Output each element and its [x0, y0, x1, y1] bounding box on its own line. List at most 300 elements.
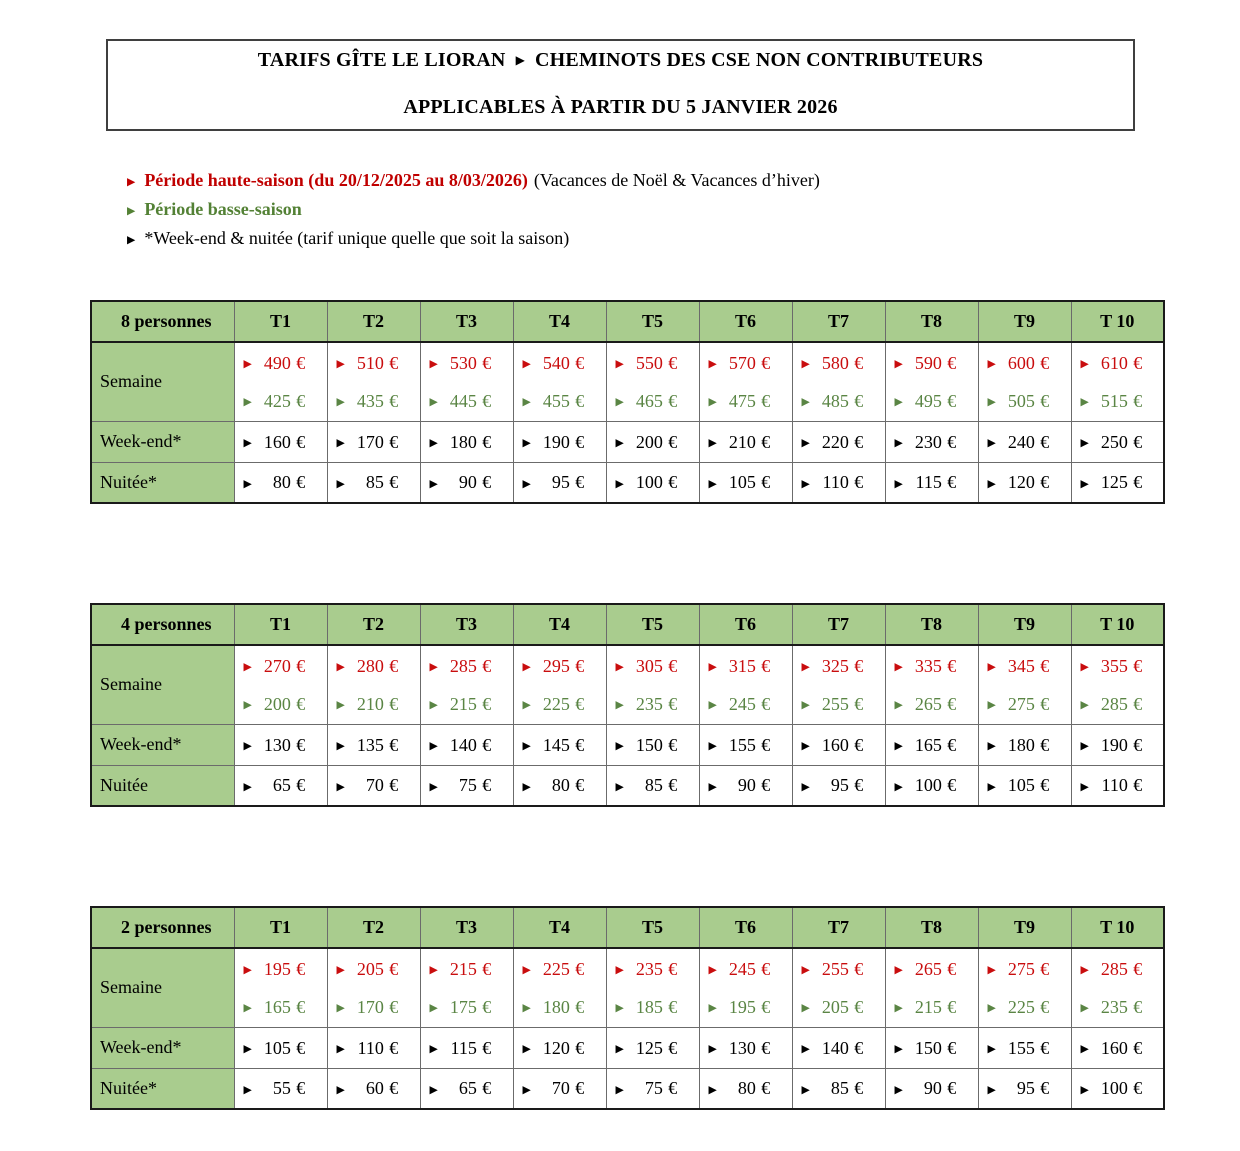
price-value: 100: [635, 472, 663, 493]
currency-symbol: €: [947, 996, 957, 1017]
currency-symbol: €: [389, 472, 399, 493]
bullet-arrow-icon: ▶: [708, 779, 717, 793]
tariff-tables: [90, 300, 1240, 1110]
bullet-arrow-icon: ▶: [987, 436, 996, 449]
tariff-document: [0, 39, 1240, 1151]
currency-symbol: €: [389, 1078, 399, 1099]
price-nuitee: [988, 776, 1070, 794]
bullet-arrow-icon: ▶: [987, 660, 996, 674]
price-cell-semaine: [1071, 342, 1164, 421]
bullet-arrow-icon: ▶: [1080, 436, 1089, 449]
price-value: 235: [635, 958, 663, 979]
bullet-arrow-icon: ▶: [987, 1082, 996, 1096]
bullet-arrow-icon: ▶: [615, 963, 624, 977]
currency-symbol: €: [1040, 655, 1050, 676]
price-cell-weekend: [885, 1027, 978, 1068]
price-value: 155: [728, 734, 756, 755]
currency-symbol: €: [1040, 431, 1050, 452]
currency-symbol: €: [296, 958, 306, 979]
price-cell-semaine: [513, 342, 606, 421]
bullet-arrow-icon: ▶: [243, 963, 252, 977]
bullet-arrow-icon: ▶: [801, 1082, 810, 1096]
price-value: 145: [542, 734, 570, 755]
price-nuitee: [895, 776, 977, 794]
price-cell-nuitee: [699, 462, 792, 503]
nuitee-row: [91, 462, 1164, 503]
bullet-arrow-icon: ▶: [1080, 779, 1089, 793]
price-weekend: [337, 1039, 419, 1057]
price-value: 255: [821, 958, 849, 979]
price-value: 115: [915, 472, 942, 493]
bullet-arrow-icon: ▶: [522, 660, 531, 674]
price-high-season: [337, 354, 419, 372]
price-cell-weekend: [606, 421, 699, 462]
bullet-arrow-icon: ▶: [894, 476, 903, 490]
price-cell-semaine: [234, 948, 327, 1027]
price-nuitee: [430, 776, 512, 794]
price-value: 80: [551, 775, 570, 796]
col-header-t8: T8: [885, 301, 978, 342]
bullet-arrow-icon: ▶: [243, 357, 252, 371]
price-cell-semaine: [606, 948, 699, 1027]
col-header-t7: T7: [792, 604, 885, 645]
price-nuitee: [988, 473, 1070, 491]
col-header-t6: T6: [699, 301, 792, 342]
price-value: 125: [1100, 472, 1128, 493]
bullet-arrow-icon: ▶: [429, 660, 438, 674]
price-cell-weekend: [699, 421, 792, 462]
bullet-arrow-icon: ▶: [336, 1082, 345, 1096]
price-low-season: [244, 392, 326, 410]
currency-symbol: €: [482, 958, 492, 979]
price-cell-nuitee: [978, 462, 1071, 503]
price-value: 355: [1100, 655, 1128, 676]
bullet-arrow-icon: ▶: [522, 1042, 531, 1055]
currency-symbol: €: [947, 734, 957, 755]
col-header-t2: T2: [327, 907, 420, 948]
price-high-season: [430, 657, 512, 675]
price-low-season: [709, 695, 791, 713]
bullet-arrow-icon: ▶: [708, 739, 717, 752]
bullet-arrow-icon: ▶: [708, 698, 717, 712]
price-value: 425: [263, 390, 291, 411]
currency-symbol: €: [1133, 1078, 1143, 1099]
currency-symbol: €: [1133, 996, 1143, 1017]
price-high-season: [709, 354, 791, 372]
price-low-season: [988, 998, 1070, 1016]
price-low-season: [337, 998, 419, 1016]
bullet-arrow-icon: ▶: [708, 1042, 717, 1055]
price-cell-semaine: [885, 342, 978, 421]
price-cell-weekend: [699, 1027, 792, 1068]
price-value: 295: [542, 655, 570, 676]
price-cell-weekend: [327, 1027, 420, 1068]
col-header-t1: T1: [234, 301, 327, 342]
price-value: 80: [272, 472, 291, 493]
price-value: 195: [263, 958, 291, 979]
currency-symbol: €: [482, 655, 492, 676]
price-value: 490: [263, 352, 291, 373]
price-value: 475: [728, 390, 756, 411]
col-header-t5: T5: [606, 604, 699, 645]
price-value: 105: [1007, 775, 1035, 796]
price-value: 100: [1100, 1078, 1128, 1099]
price-value: 185: [635, 996, 663, 1017]
tarif-table-8-personnes: [90, 300, 1165, 504]
bullet-arrow-icon: ▶: [336, 963, 345, 977]
price-value: 200: [263, 693, 291, 714]
price-weekend: [895, 433, 977, 451]
currency-symbol: €: [575, 390, 585, 411]
bullet-arrow-icon: ▶: [429, 963, 438, 977]
bullet-arrow-icon: ▶: [243, 1001, 252, 1015]
tarif-table-2-personnes: [90, 906, 1165, 1110]
price-cell-semaine: [699, 948, 792, 1027]
price-nuitee: [1081, 776, 1163, 794]
price-high-season: [616, 657, 698, 675]
currency-symbol: €: [668, 431, 678, 452]
price-value: 100: [914, 775, 942, 796]
price-nuitee: [244, 473, 326, 491]
bullet-arrow-icon: ▶: [1080, 1001, 1089, 1015]
bullet-arrow-icon: ▶: [336, 1042, 345, 1055]
legend-weekend-note: [127, 225, 1240, 254]
legend-high-season: [127, 167, 1240, 196]
price-weekend: [1081, 1039, 1163, 1057]
price-value: 55: [272, 1078, 291, 1099]
price-cell-semaine: [327, 645, 420, 724]
price-weekend: [244, 433, 326, 451]
price-cell-semaine: [885, 645, 978, 724]
currency-symbol: €: [761, 734, 771, 755]
col-header-t8: T8: [885, 907, 978, 948]
price-value: 345: [1007, 655, 1035, 676]
bullet-arrow-icon: ▶: [801, 660, 810, 674]
bullet-arrow-icon: ▶: [894, 1082, 903, 1096]
price-value: 325: [821, 655, 849, 676]
currency-symbol: €: [761, 996, 771, 1017]
price-value: 80: [737, 1078, 756, 1099]
legend-high-season-label: Période haute-saison (du 20/12/2025 au 8/03/2026): [144, 170, 528, 190]
price-low-season: [1081, 392, 1163, 410]
price-low-season: [988, 392, 1070, 410]
currency-symbol: €: [854, 431, 864, 452]
price-cell-semaine: [513, 948, 606, 1027]
bullet-arrow-icon: ▶: [429, 1082, 438, 1096]
price-cell-semaine: [1071, 645, 1164, 724]
price-value: 90: [458, 472, 477, 493]
price-high-season: [244, 354, 326, 372]
col-header-t10: T 10: [1071, 907, 1164, 948]
price-cell-semaine: [606, 645, 699, 724]
currency-symbol: €: [296, 693, 306, 714]
price-cell-weekend: [1071, 1027, 1164, 1068]
price-cell-weekend: [420, 421, 513, 462]
price-value: 265: [914, 693, 942, 714]
currency-symbol: €: [296, 431, 306, 452]
price-value: 180: [449, 431, 477, 452]
bullet-arrow-icon: ▶: [336, 739, 345, 752]
price-low-season: [1081, 695, 1163, 713]
price-value: 70: [365, 775, 384, 796]
header-row: [91, 604, 1164, 645]
price-weekend: [1081, 736, 1163, 754]
currency-symbol: €: [575, 472, 585, 493]
bullet-arrow-icon: ▶: [336, 1001, 345, 1015]
price-high-season: [895, 657, 977, 675]
price-weekend: [430, 1039, 512, 1057]
price-high-season: [709, 657, 791, 675]
bullet-arrow-icon: ▶: [522, 1001, 531, 1015]
price-cell-weekend: [978, 1027, 1071, 1068]
price-value: 225: [542, 958, 570, 979]
price-value: 510: [356, 352, 384, 373]
price-cell-weekend: [978, 421, 1071, 462]
price-value: 110: [822, 472, 849, 493]
price-value: 115: [450, 1037, 477, 1058]
price-high-season: [337, 657, 419, 675]
bullet-arrow-icon: ▶: [1080, 476, 1089, 490]
price-value: 120: [1007, 472, 1035, 493]
bullet-arrow-icon: ▶: [987, 357, 996, 371]
legend-high-season-note: (Vacances de Noël & Vacances d’hiver): [533, 170, 820, 190]
table-title-cell: 2 personnes: [91, 907, 234, 948]
bullet-arrow-icon: ▶: [708, 1001, 717, 1015]
col-header-t4: T4: [513, 301, 606, 342]
price-weekend: [244, 736, 326, 754]
nuitee-row: [91, 1068, 1164, 1109]
price-value: 75: [644, 1078, 663, 1099]
price-cell-weekend: [513, 1027, 606, 1068]
bullet-arrow-icon: ▶: [522, 779, 531, 793]
price-value: 110: [357, 1037, 384, 1058]
price-value: 250: [1100, 431, 1128, 452]
bullet-arrow-icon: ▶: [615, 1082, 624, 1096]
semaine-row: [91, 948, 1164, 1027]
currency-symbol: €: [1133, 431, 1143, 452]
price-value: 570: [728, 352, 756, 373]
price-value: 160: [263, 431, 291, 452]
price-cell-nuitee: [699, 765, 792, 806]
bullet-arrow-icon: ▶: [243, 1082, 252, 1096]
price-high-season: [523, 960, 605, 978]
currency-symbol: €: [389, 775, 399, 796]
price-value: 150: [635, 734, 663, 755]
price-cell-nuitee: [606, 462, 699, 503]
price-low-season: [616, 998, 698, 1016]
price-cell-nuitee: [234, 765, 327, 806]
currency-symbol: €: [389, 958, 399, 979]
currency-symbol: €: [482, 734, 492, 755]
currency-symbol: €: [296, 734, 306, 755]
currency-symbol: €: [389, 693, 399, 714]
bullet-arrow-icon: ▶: [708, 1082, 717, 1096]
col-header-t2: T2: [327, 301, 420, 342]
row-label-semaine: Semaine: [91, 948, 234, 1027]
bullet-arrow-icon: ▶: [522, 1082, 531, 1096]
bullet-arrow-icon: ▶: [894, 1001, 903, 1015]
bullet-arrow-icon: ▶: [243, 1042, 252, 1055]
price-value: 200: [635, 431, 663, 452]
price-value: 105: [728, 472, 756, 493]
price-cell-nuitee: [513, 1068, 606, 1109]
currency-symbol: €: [575, 996, 585, 1017]
bullet-arrow-icon: ▶: [1080, 698, 1089, 712]
currency-symbol: €: [1133, 352, 1143, 373]
price-high-season: [802, 657, 884, 675]
row-label-semaine: Semaine: [91, 645, 234, 724]
bullet-arrow-icon: ▶: [987, 1042, 996, 1055]
price-value: 190: [1100, 734, 1128, 755]
currency-symbol: €: [1040, 352, 1050, 373]
currency-symbol: €: [854, 693, 864, 714]
price-cell-weekend: [885, 724, 978, 765]
bullet-arrow-icon: ▶: [429, 739, 438, 752]
bullet-arrow-icon: ▶: [522, 963, 531, 977]
bullet-arrow-icon: ▶: [801, 698, 810, 712]
price-cell-weekend: [792, 421, 885, 462]
price-high-season: [244, 657, 326, 675]
price-nuitee: [802, 1079, 884, 1097]
price-weekend: [430, 736, 512, 754]
bullet-arrow-icon: ▶: [801, 779, 810, 793]
price-value: 285: [1100, 693, 1128, 714]
currency-symbol: €: [482, 472, 492, 493]
currency-symbol: €: [947, 431, 957, 452]
col-header-t5: T5: [606, 907, 699, 948]
price-value: 600: [1007, 352, 1035, 373]
bullet-arrow-icon: ▶: [429, 436, 438, 449]
col-header-t7: T7: [792, 301, 885, 342]
price-value: 165: [914, 734, 942, 755]
currency-symbol: €: [296, 472, 306, 493]
price-high-season: [709, 960, 791, 978]
col-header-t4: T4: [513, 604, 606, 645]
bullet-arrow-icon: ▶: [615, 436, 624, 449]
price-value: 215: [914, 996, 942, 1017]
price-value: 160: [821, 734, 849, 755]
bullet-arrow-icon: ▶: [894, 963, 903, 977]
row-label-semaine: Semaine: [91, 342, 234, 421]
bullet-arrow-icon: ▶: [615, 1042, 624, 1055]
price-value: 110: [1101, 775, 1128, 796]
currency-symbol: €: [947, 958, 957, 979]
price-low-season: [616, 392, 698, 410]
price-cell-weekend: [1071, 421, 1164, 462]
row-label-weekend: Week-end*: [91, 1027, 234, 1068]
currency-symbol: €: [482, 1078, 492, 1099]
price-value: 180: [542, 996, 570, 1017]
bullet-arrow-icon: ▶: [522, 395, 531, 409]
price-value: 280: [356, 655, 384, 676]
price-cell-nuitee: [420, 462, 513, 503]
price-cell-nuitee: [513, 765, 606, 806]
price-value: 225: [542, 693, 570, 714]
price-value: 240: [1007, 431, 1035, 452]
price-value: 580: [821, 352, 849, 373]
currency-symbol: €: [668, 1037, 678, 1058]
price-high-season: [802, 960, 884, 978]
currency-symbol: €: [854, 472, 864, 493]
bullet-arrow-icon: ▶: [336, 779, 345, 793]
price-nuitee: [337, 473, 419, 491]
currency-symbol: €: [947, 655, 957, 676]
currency-symbol: €: [761, 390, 771, 411]
price-value: 65: [458, 1078, 477, 1099]
semaine-row: [91, 342, 1164, 421]
bullet-arrow-icon: ▶: [708, 395, 717, 409]
price-value: 505: [1007, 390, 1035, 411]
currency-symbol: €: [296, 390, 306, 411]
bullet-arrow-icon: ▶: [522, 476, 531, 490]
bullet-arrow-icon: ▶: [1080, 739, 1089, 752]
price-value: 530: [449, 352, 477, 373]
price-low-season: [616, 695, 698, 713]
price-value: 210: [356, 693, 384, 714]
bullet-arrow-icon: ▶: [429, 698, 438, 712]
currency-symbol: €: [389, 734, 399, 755]
price-low-season: [337, 392, 419, 410]
price-cell-nuitee: [327, 765, 420, 806]
price-high-season: [988, 354, 1070, 372]
bullet-arrow-icon: ▶: [243, 698, 252, 712]
price-weekend: [988, 736, 1070, 754]
price-value: 610: [1100, 352, 1128, 373]
price-high-season: [1081, 354, 1163, 372]
price-cell-semaine: [234, 342, 327, 421]
price-cell-nuitee: [1071, 1068, 1164, 1109]
price-cell-weekend: [513, 421, 606, 462]
price-value: 235: [635, 693, 663, 714]
price-cell-semaine: [513, 645, 606, 724]
price-cell-semaine: [420, 342, 513, 421]
currency-symbol: €: [296, 655, 306, 676]
price-cell-weekend: [420, 1027, 513, 1068]
currency-symbol: €: [1133, 958, 1143, 979]
price-value: 215: [449, 693, 477, 714]
bullet-arrow-icon: ▶: [615, 739, 624, 752]
price-value: 590: [914, 352, 942, 373]
currency-symbol: €: [1040, 1037, 1050, 1058]
currency-symbol: €: [761, 693, 771, 714]
bullet-arrow-icon: ▶: [987, 963, 996, 977]
document-title: [118, 49, 1123, 72]
col-header-t3: T3: [420, 604, 513, 645]
currency-symbol: €: [482, 390, 492, 411]
currency-symbol: €: [389, 655, 399, 676]
bullet-arrow-icon: ▶: [1080, 357, 1089, 371]
price-value: 275: [1007, 958, 1035, 979]
price-low-season: [802, 695, 884, 713]
bullet-arrow-icon: ▶: [801, 436, 810, 449]
price-weekend: [523, 736, 605, 754]
col-header-t1: T1: [234, 604, 327, 645]
price-value: 140: [821, 1037, 849, 1058]
bullet-arrow-icon: ▶: [1080, 395, 1089, 409]
price-cell-nuitee: [513, 462, 606, 503]
price-cell-nuitee: [792, 765, 885, 806]
row-label-nuitee: Nuitée*: [91, 462, 234, 503]
currency-symbol: €: [854, 734, 864, 755]
currency-symbol: €: [947, 352, 957, 373]
price-nuitee: [802, 473, 884, 491]
title-separator-arrow-icon: ▶: [515, 53, 525, 68]
title-left-text: TARIFS GÎTE LE LIORAN: [257, 49, 506, 71]
price-cell-weekend: [420, 724, 513, 765]
price-cell-weekend: [699, 724, 792, 765]
price-weekend: [430, 433, 512, 451]
price-cell-nuitee: [885, 1068, 978, 1109]
